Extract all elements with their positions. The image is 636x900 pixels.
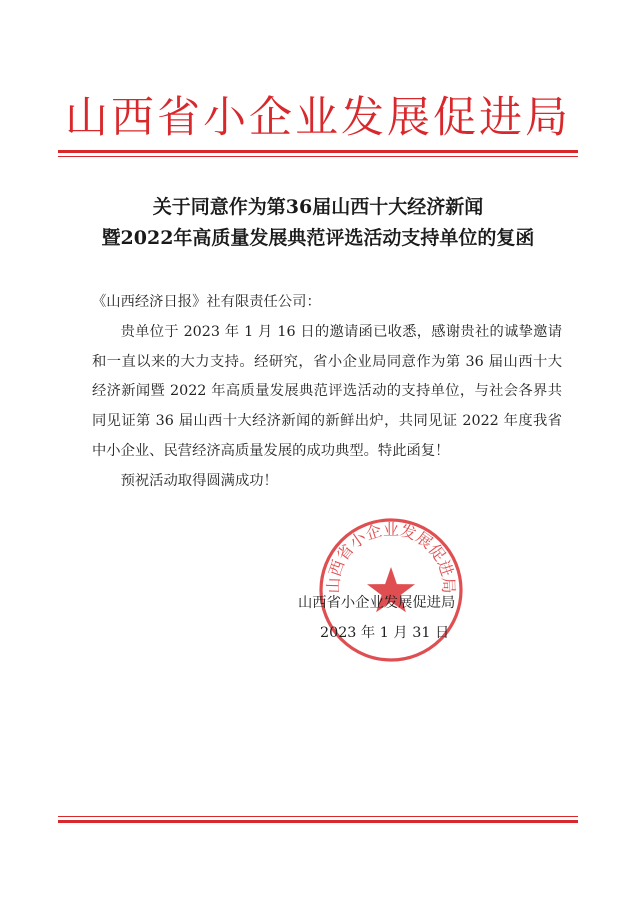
seal-text: 山西省小企业发展促进局 — [323, 520, 459, 594]
closing-wish: 预祝活动取得圆满成功！ — [120, 472, 278, 489]
signature-org: 山西省小企业发展促进局 — [298, 595, 456, 611]
title-line-2: 暨2022年高质量发展典范评选活动支持单位的复函 — [101, 227, 535, 249]
title-line-1: 关于同意作为第36届山西十大经济新闻 — [152, 196, 484, 218]
letter-body — [92, 288, 562, 497]
footer-rule-thin — [58, 816, 578, 817]
document-title — [70, 192, 566, 254]
signature-date: 2023 年 1 月 31 日 — [320, 625, 450, 641]
body-paragraph: 贵单位于 2023 年 1 月 16 日的邀请函已收悉，感谢贵社的诚挚邀请和一直以来的大力支持。经研究，省小企业局同意作为第 36 届山西十大经济新闻暨 2022 年高质量发展典范评选活动的支持单位，与社会各界共同见证第 36 届山西十大经济新闻的新鲜出炉，共同见证 2022 年度我省中小企业、民营经济高质量发展的成功典型。特此函复！ — [92, 323, 562, 459]
salutation: 《山西经济日报》社有限责任公司： — [92, 294, 321, 310]
footer-rule-thick — [58, 820, 578, 823]
letterhead-title: 山西省小企业发展促进局 — [65, 93, 571, 143]
signature-block — [290, 588, 510, 648]
letterhead-rule-thick — [58, 150, 578, 153]
letterhead-rule-thin — [58, 156, 578, 157]
